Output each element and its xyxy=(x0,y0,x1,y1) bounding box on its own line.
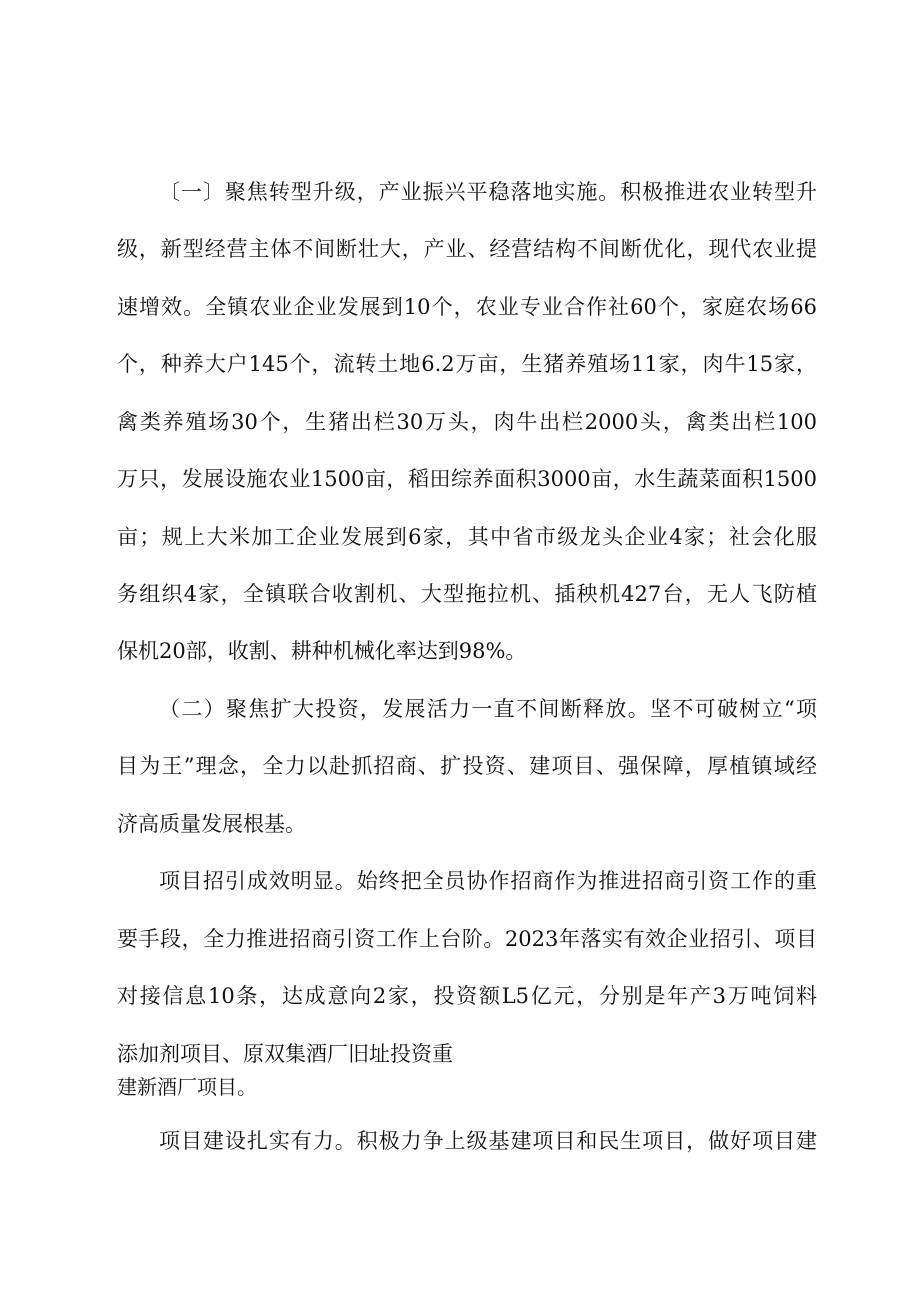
text-line: 务组织4家，全镇联合收割机、大型拖拉机、插秧机427台，无人飞防植 xyxy=(117,582,817,606)
text-line: 添加剂项目、原双集酒厂旧址投资重 xyxy=(117,1042,453,1066)
text-line: 级，新型经营主体不间断壮大，产业、经营结构不间断优化，现代农业提 xyxy=(117,237,817,261)
text-line: 建新酒厂项目。 xyxy=(117,1075,257,1099)
text-line: 个，种养大户145个，流转土地6.2万亩，生猪养殖场11家，肉牛15家， xyxy=(117,352,817,376)
text-line: 亩；规上大米加工企业发展到6家，其中省市级龙头企业4家；社会化服 xyxy=(117,525,817,549)
text-line: 项目招引成效明显。始终把全员协作招商作为推进招商引资工作的重 xyxy=(159,869,817,893)
text-line: 项目建设扎实有力。积极力争上级基建项目和民生项目，做好项目建 xyxy=(159,1129,817,1153)
text-line: 目为王”理念，全力以赴抓招商、扩投资、建项目、强保障，厚植镇域经 xyxy=(117,754,817,778)
text-line: 速增效。全镇农业企业发展到10个，农业专业合作社60个，家庭农场66 xyxy=(117,295,817,319)
text-line: 〔一〕聚焦转型升级，产业振兴平稳落地实施。积极推进农业转型升 xyxy=(159,180,817,204)
text-line: 对接信息10条，达成意向2家，投资额L5亿元，分别是年产3万吨饲料 xyxy=(117,984,817,1008)
text-line: 保机20部，收割、耕种机械化率达到98%。 xyxy=(117,639,527,663)
text-line: 万只，发展设施农业1500亩，稻田综养面积3000亩，水生蔬菜面积1500 xyxy=(117,467,817,491)
text-line: 禽类养殖场30个，生猪出栏30万头，肉牛出栏2000头，禽类出栏100 xyxy=(117,410,817,434)
text-line: 要手段，全力推进招商引资工作上台阶。2023年落实有效企业招引、项目 xyxy=(117,927,817,951)
text-line: （二）聚焦扩大投资，发展活力一直不间断释放。坚不可破树立“项 xyxy=(159,697,817,721)
text-line: 济高质量发展根基。 xyxy=(117,812,306,836)
